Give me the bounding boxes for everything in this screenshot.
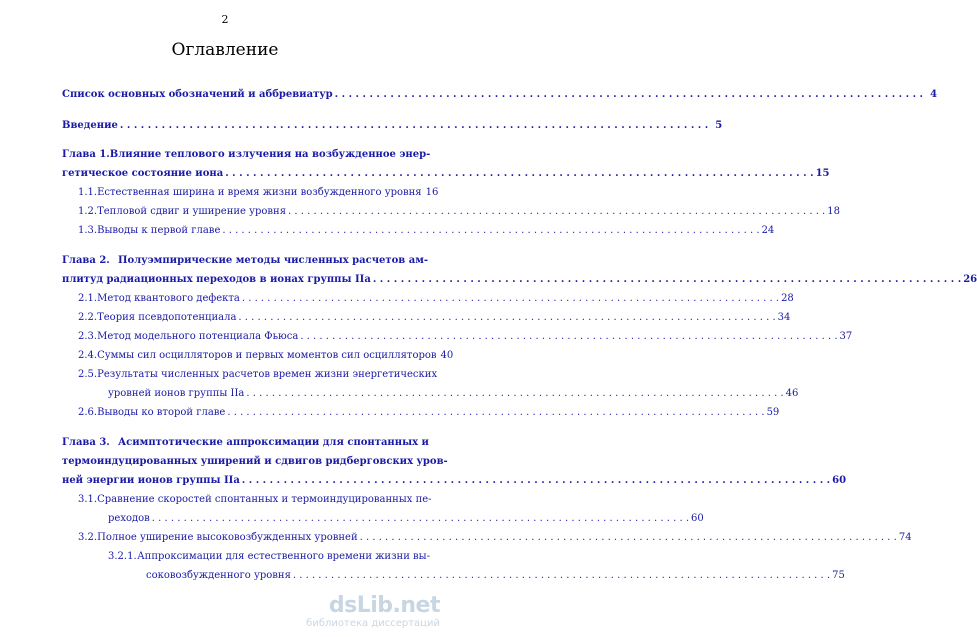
toc-chapter-heading[interactable]: Глава 3. Асимптотические аппроксимации для спонтанных и	[62, 437, 429, 448]
watermark-logo: dsLib.net	[328, 593, 440, 618]
toc-entry[interactable]: гетическое состояние иона . . . 15	[62, 168, 430, 180]
watermark	[306, 593, 440, 631]
toc-entry[interactable]: 1.1. Естественная ширина и время жизни возбужденного уровня 16	[78, 187, 439, 198]
toc-entry[interactable]: 2.6. Выводы ко второй главе . . . 59	[78, 407, 430, 419]
toc-entry[interactable]: ней энергии ионов группы IIa . . . 60	[62, 475, 430, 487]
toc-entry[interactable]: 3.2.1. Аппроксимации для естественного времени жизни вы-	[108, 551, 430, 562]
toc-entry[interactable]: 2.4. Суммы сил осцилляторов и первых моментов сил осцилляторов 40	[78, 350, 454, 361]
page-number: 2	[221, 13, 229, 26]
toc-entry[interactable]: 1.3. Выводы к первой главе . . . 24	[78, 225, 430, 237]
toc-entry[interactable]: 2.3. Метод модельного потенциала Фьюса . . . 37	[78, 331, 430, 343]
toc-entry[interactable]: уровней ионов группы IIa . . . 46	[108, 388, 430, 400]
toc-entry[interactable]: соковозбужденного уровня . . . 75	[146, 570, 430, 582]
toc-entry[interactable]: плитуд радиационных переходов в ионах группы IIa . . . 26	[62, 274, 430, 286]
toc-entry[interactable]: 2.5. Результаты численных расчетов времен жизни энергетических	[78, 369, 438, 380]
toc-chapter-heading[interactable]: термоиндуцированных уширений и сдвигов ридберговских уров-	[62, 456, 448, 467]
toc-chapter-heading[interactable]: Глава 2. Полуэмпирические методы численных расчетов ам-	[62, 255, 429, 266]
toc-entry[interactable]: реходов . . . 60	[108, 513, 430, 525]
toc-entry[interactable]: 3.1. Сравнение скоростей спонтанных и термоиндуцированных пе-	[78, 494, 432, 505]
watermark-subtitle: библиотека диссертаций	[306, 618, 440, 629]
toc-entry[interactable]: 3.2. Полное уширение высоковозбужденных уровней . . . 74	[78, 532, 430, 544]
toc-entry[interactable]: 2.1. Метод квантового дефекта . . . 28	[78, 293, 430, 305]
page-title: Оглавление	[171, 40, 279, 60]
toc-entry[interactable]: 1.2. Тепловой сдвиг и уширение уровня . . . 18	[78, 206, 430, 218]
toc-entry[interactable]: Введение . . . 5	[62, 120, 430, 132]
toc-entry[interactable]: Список основных обозначений и аббревиатур . . . 4	[62, 89, 430, 101]
toc-chapter-heading[interactable]: Глава 1. Влияние теплового излучения на возбужденное энер-	[62, 149, 431, 160]
toc-entry[interactable]: 2.2. Теория псевдопотенциала . . . 34	[78, 312, 430, 324]
